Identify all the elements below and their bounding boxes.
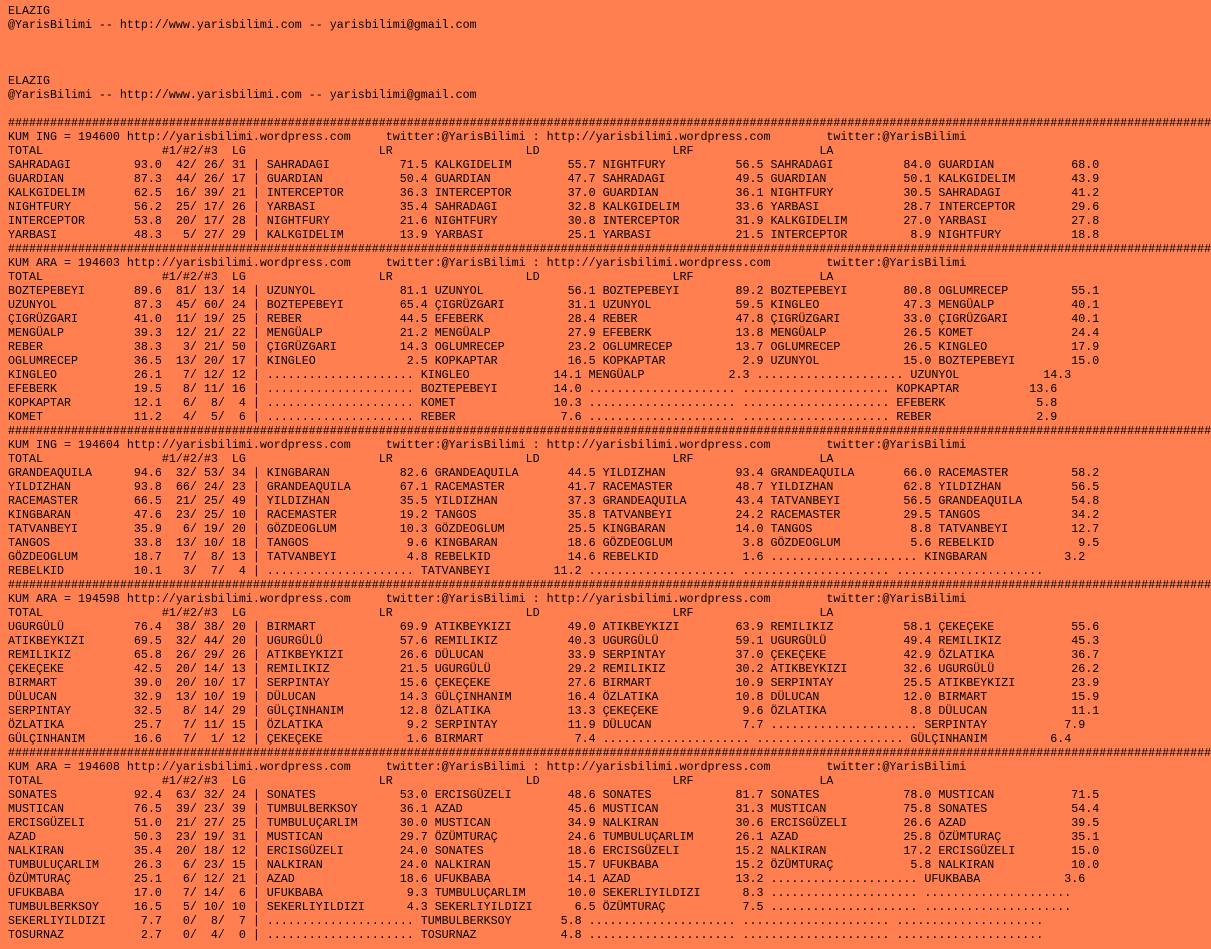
text-line: DÜLUCAN 32.9 13/ 10/ 19 | DÜLUCAN 14.3 GÜLÇINHANIM 16.4 ÖZLATIKA 10.8 DÜLUCAN 12.0 BIRMART 15.9 — [8, 690, 1100, 704]
text-line: ELAZIG — [8, 4, 50, 18]
text-line: TOTAL #1/#2/#3 LG LR LD LRF LA — [8, 606, 834, 620]
text-line: SAHRADAGI 93.0 42/ 26/ 31 | SAHRADAGI 71.5 KALKGIDELIM 55.7 NIGHTFURY 56.5 SAHRADAGI 84.0 GUARDIAN 68.0 — [8, 158, 1100, 172]
text-line: GÜLÇINHANIM 16.6 7/ 1/ 12 | ÇEKEÇEKE 1.6 BIRMART 7.4 ..................... ..................... GÜLÇINHANIM 6.4 — [8, 732, 1072, 746]
text-line: TOSURNAZ 2.7 0/ 4/ 0 | ..................... TOSURNAZ 4.8 ..................... ..................... ..................... — [8, 928, 1044, 942]
text-line: GUARDIAN 87.3 44/ 26/ 17 | GUARDIAN 50.4 GUARDIAN 47.7 SAHRADAGI 49.5 GUARDIAN 50.1 KALKGIDELIM 43.9 — [8, 172, 1100, 186]
text-line: KINGLEO 26.1 7/ 12/ 12 | ..................... KINGLEO 14.1 MENGÜALP 2.3 ..................... UZUNYOL 14.3 — [8, 368, 1072, 382]
text-line: TUMBULBERKSOY 16.5 5/ 10/ 10 | SEKERLIYILDIZI 4.3 SEKERLIYILDIZI 6.5 ÖZÜMTURAÇ 7.5 ..................... ..................... — [8, 900, 1072, 914]
text-line: NIGHTFURY 56.2 25/ 17/ 26 | YARBASI 35.4 SAHRADAGI 32.8 KALKGIDELIM 33.6 YARBASI 28.7 INTERCEPTOR 29.6 — [8, 200, 1100, 214]
text-line: ÖZLATIKA 25.7 7/ 11/ 15 | ÖZLATIKA 9.2 SERPINTAY 11.9 DÜLUCAN 7.7 ..................... SERPINTAY 7.9 — [8, 718, 1086, 732]
text-line: ############################################################################################################################################################################ — [8, 746, 1211, 760]
text-line: BIRMART 39.0 20/ 10/ 17 | SERPINTAY 15.6 ÇEKEÇEKE 27.6 BIRMART 10.9 SERPINTAY 25.5 ATIKBEYKIZI 23.9 — [8, 676, 1100, 690]
text-line: RACEMASTER 66.5 21/ 25/ 49 | YILDIZHAN 35.5 YILDIZHAN 37.3 GRANDEAQUILA 43.4 TATVANBEYI 56.5 GRANDEAQUILA 54.8 — [8, 494, 1100, 508]
text-line: GÖZDEOGLUM 18.7 7/ 8/ 13 | TATVANBEYI 4.8 REBELKID 14.6 REBELKID 1.6 ..................... KINGBARAN 3.2 — [8, 550, 1086, 564]
text-line: ############################################################################################################################################################################ — [8, 424, 1211, 438]
text-line: TUMBULUÇARLIM 26.3 6/ 23/ 15 | NALKIRAN 24.0 NALKIRAN 15.7 UFUKBABA 15.2 ÖZÜMTURAÇ 5.8 NALKIRAN 10.0 — [8, 858, 1100, 872]
text-line — [8, 102, 1080, 116]
text-line: UFUKBABA 17.0 7/ 14/ 6 | UFUKBABA 9.3 TUMBULUÇARLIM 10.0 SEKERLIYILDIZI 8.3 ..................... ..................... — [8, 886, 1072, 900]
text-line: TOTAL #1/#2/#3 LG LR LD LRF LA — [8, 144, 834, 158]
text-line: ATIKBEYKIZI 69.5 32/ 44/ 20 | UGURGÜLÜ 57.6 REMILIKIZ 40.3 UGURGÜLÜ 59.1 UGURGÜLÜ 49.4 REMILIKIZ 45.3 — [8, 634, 1100, 648]
text-line: YILDIZHAN 93.8 66/ 24/ 23 | GRANDEAQUILA 67.1 RACEMASTER 41.7 RACEMASTER 48.7 YILDIZHAN 62.8 YILDIZHAN 56.5 — [8, 480, 1100, 494]
text-line: OGLUMRECEP 36.5 13/ 20/ 17 | KINGLEO 2.5 KOPKAPTAR 16.5 KOPKAPTAR 2.9 UZUNYOL 15.0 BOZTEPEBEYI 15.0 — [8, 354, 1100, 368]
text-line: TOTAL #1/#2/#3 LG LR LD LRF LA — [8, 774, 834, 788]
text-line: INTERCEPTOR 53.8 20/ 17/ 28 | NIGHTFURY 21.6 NIGHTFURY 30.8 INTERCEPTOR 31.9 KALKGIDELIM 27.0 YARBASI 27.8 — [8, 214, 1100, 228]
text-line: KUM ARA = 194608 http://yarisbilimi.wordpress.com twitter:@YarisBilimi : http://yarisbilimi.wordpress.com twitter:@YarisBilimi — [8, 760, 967, 774]
text-line: YARBASI 48.3 5/ 27/ 29 | KALKGIDELIM 13.9 YARBASI 25.1 YARBASI 21.5 INTERCEPTOR 8.9 NIGHTFURY 18.8 — [8, 228, 1100, 242]
text-line: UGURGÜLÜ 76.4 38/ 38/ 20 | BIRMART 69.9 ATIKBEYKIZI 49.0 ATIKBEYKIZI 63.9 REMILIKIZ 58.1 ÇEKEÇEKE 55.6 — [8, 620, 1100, 634]
text-line: EFEBERK 19.5 8/ 11/ 16 | ..................... BOZTEPEBEYI 14.0 ..................... ..................... KOPKAPTAR 13.6 — [8, 382, 1058, 396]
text-line: TANGOS 33.8 13/ 10/ 18 | TANGOS 9.6 KINGBARAN 18.6 GÖZDEOGLUM 3.8 GÖZDEOGLUM 5.6 REBELKID 9.5 — [8, 536, 1100, 550]
text-line: UZUNYOL 87.3 45/ 60/ 24 | BOZTEPEBEYI 65.4 ÇIGRÜZGARI 31.1 UZUNYOL 59.5 KINGLEO 47.3 MENGÜALP 40.1 — [8, 298, 1100, 312]
text-line: ÇIGRÜZGARI 41.0 11/ 19/ 25 | REBER 44.5 EFEBERK 28.4 REBER 47.8 ÇIGRÜZGARI 33.0 ÇIGRÜZGARI 40.1 — [8, 312, 1100, 326]
text-line: TOTAL #1/#2/#3 LG LR LD LRF LA — [8, 270, 834, 284]
text-line: ############################################################################################################################################################################ — [8, 116, 1211, 130]
text-line: REBER 38.3 3/ 21/ 50 | ÇIGRÜZGARI 14.3 OGLUMRECEP 23.2 OGLUMRECEP 13.7 OGLUMRECEP 26.5 KINGLEO 17.9 — [8, 340, 1100, 354]
text-line: KINGBARAN 47.6 23/ 25/ 10 | RACEMASTER 19.2 TANGOS 35.8 TATVANBEYI 24.2 RACEMASTER 29.5 TANGOS 34.2 — [8, 508, 1100, 522]
text-line: TOTAL #1/#2/#3 LG LR LD LRF LA — [8, 452, 834, 466]
text-line: ÇEKEÇEKE 42.5 20/ 14/ 13 | REMILIKIZ 21.5 UGURGÜLÜ 29.2 REMILIKIZ 30.2 ATIKBEYKIZI 32.6 UGURGÜLÜ 26.2 — [8, 662, 1100, 676]
text-line: ############################################################################################################################################################################ — [8, 578, 1211, 592]
text-line: KUM ING = 194604 http://yarisbilimi.wordpress.com twitter:@YarisBilimi : http://yarisbilimi.wordpress.com twitter:@YarisBilimi — [8, 438, 967, 452]
text-line: KUM ING = 194600 http://yarisbilimi.wordpress.com twitter:@YarisBilimi : http://yarisbilimi.wordpress.com twitter:@YarisBilimi — [8, 130, 967, 144]
text-line: SERPINTAY 32.5 8/ 14/ 29 | GÜLÇINHANIM 12.8 ÖZLATIKA 13.3 ÇEKEÇEKE 9.6 ÖZLATIKA 8.8 DÜLUCAN 11.1 — [8, 704, 1100, 718]
text-line: BOZTEPEBEYI 89.6 81/ 13/ 14 | UZUNYOL 81.1 UZUNYOL 56.1 BOZTEPEBEYI 89.2 BOZTEPEBEYI 80.8 OGLUMRECEP 55.1 — [8, 284, 1100, 298]
text-line: KUM ARA = 194603 http://yarisbilimi.wordpress.com twitter:@YarisBilimi : http://yarisbilimi.wordpress.com twitter:@YarisBilimi — [8, 256, 967, 270]
text-line: REBELKID 10.1 3/ 7/ 4 | ..................... TATVANBEYI 11.2 ..................... ..................... ..................... — [8, 564, 1044, 578]
text-line: SEKERLIYILDIZI 7.7 0/ 8/ 7 | ..................... TUMBULBERKSOY 5.8 ..................... ..................... ..................... — [8, 914, 1044, 928]
text-line: ERCISGÜZELI 51.0 21/ 27/ 25 | TUMBULUÇARLIM 30.0 MUSTICAN 34.9 NALKIRAN 30.6 ERCISGÜZELI 26.6 AZAD 39.5 — [8, 816, 1100, 830]
text-line: KUM ARA = 194598 http://yarisbilimi.wordpress.com twitter:@YarisBilimi : http://yarisbilimi.wordpress.com twitter:@YarisBilimi — [8, 592, 967, 606]
text-line: REMILIKIZ 65.8 26/ 29/ 26 | ATIKBEYKIZI 26.6 DÜLUCAN 33.9 SERPINTAY 37.0 ÇEKEÇEKE 42.9 ÖZLATIKA 36.7 — [8, 648, 1100, 662]
text-line: @YarisBilimi -- http://www.yarisbilimi.com -- yarisbilimi@gmail.com — [8, 88, 477, 102]
text-line: NALKIRAN 35.4 20/ 18/ 12 | ERCISGÜZELI 24.0 SONATES 18.6 ERCISGÜZELI 15.2 NALKIRAN 17.2 ERCISGÜZELI 15.0 — [8, 844, 1100, 858]
text-line: ÖZÜMTURAÇ 25.1 6/ 12/ 21 | AZAD 18.6 UFUKBABA 14.1 AZAD 13.2 ..................... UFUKBABA 3.6 — [8, 872, 1086, 886]
text-line: MUSTICAN 76.5 39/ 23/ 39 | TUMBULBERKSOY 36.1 AZAD 45.6 MUSTICAN 31.3 MUSTICAN 75.8 SONATES 54.4 — [8, 802, 1100, 816]
text-line — [8, 32, 1080, 46]
text-line: KALKGIDELIM 62.5 16/ 39/ 21 | INTERCEPTOR 36.3 INTERCEPTOR 37.0 GUARDIAN 36.1 NIGHTFURY 30.5 SAHRADAGI 41.2 — [8, 186, 1100, 200]
text-line: MENGÜALP 39.3 12/ 21/ 22 | MENGÜALP 21.2 MENGÜALP 27.9 EFEBERK 13.8 MENGÜALP 26.5 KOMET 24.4 — [8, 326, 1100, 340]
text-line: SONATES 92.4 63/ 32/ 24 | SONATES 53.0 ERCISGÜZELI 48.6 SONATES 81.7 SONATES 78.0 MUSTICAN 71.5 — [8, 788, 1100, 802]
text-line: GRANDEAQUILA 94.6 32/ 53/ 34 | KINGBARAN 82.6 GRANDEAQUILA 44.5 YILDIZHAN 93.4 GRANDEAQUILA 66.0 RACEMASTER 58.2 — [8, 466, 1100, 480]
text-line: @YarisBilimi -- http://www.yarisbilimi.com -- yarisbilimi@gmail.com — [8, 18, 477, 32]
text-line: KOMET 11.2 4/ 5/ 6 | ..................... REBER 7.6 ..................... ..................... REBER 2.9 — [8, 410, 1058, 424]
text-line: ############################################################################################################################################################################ — [8, 242, 1211, 256]
text-line: KOPKAPTAR 12.1 6/ 8/ 4 | ..................... KOMET 10.3 ..................... ..................... EFEBERK 5.8 — [8, 396, 1058, 410]
text-line: TATVANBEYI 35.9 6/ 19/ 20 | GÖZDEOGLUM 10.3 GÖZDEOGLUM 25.5 KINGBARAN 14.0 TANGOS 8.8 TATVANBEYI 12.7 — [8, 522, 1100, 536]
text-line: AZAD 50.3 23/ 19/ 31 | MUSTICAN 29.7 ÖZÜMTURAÇ 24.6 TUMBULUÇARLIM 26.1 AZAD 25.8 ÖZÜMTURAÇ 35.1 — [8, 830, 1100, 844]
text-line — [8, 46, 1080, 60]
text-line: ELAZIG — [8, 74, 50, 88]
text-line — [8, 60, 1080, 74]
